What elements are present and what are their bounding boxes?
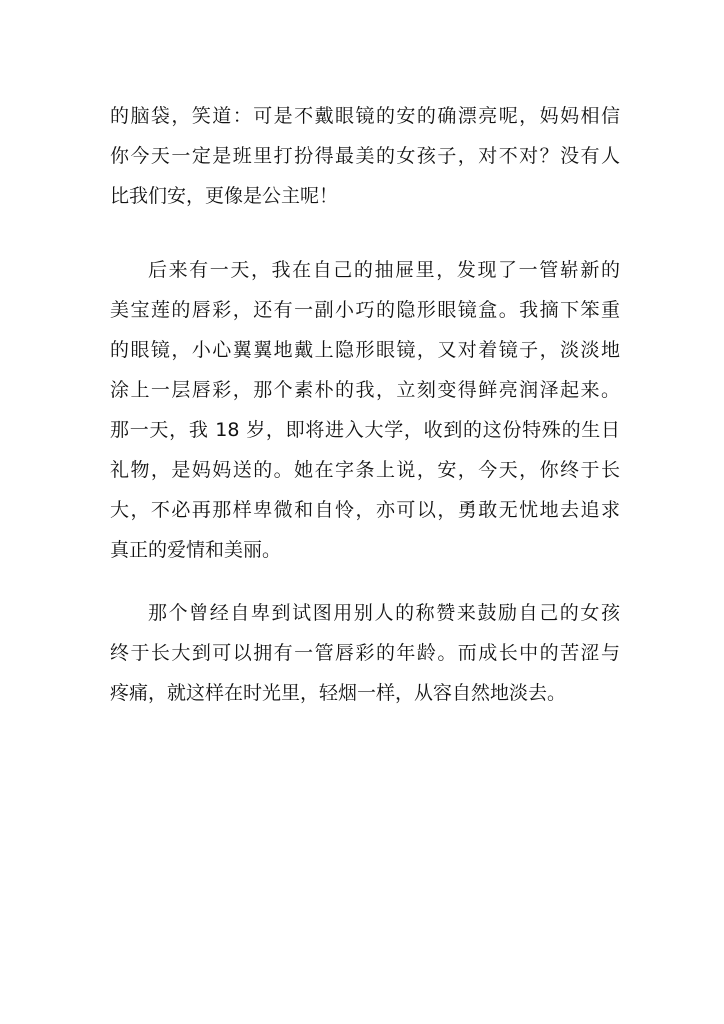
paragraph-2-line-4: 涂上一层唇彩，那个素朴的我，立刻变得鲜亮润泽起来。: [110, 379, 620, 401]
paragraph-2-line-8: 真正的爱情和美丽。: [110, 539, 282, 561]
paragraph-2-line-7: 大，不必再那样卑微和自怜，亦可以，勇敢无忧地去追求: [110, 499, 620, 521]
paragraph-1-line-3: 比我们安，更像是公主呢！: [110, 185, 339, 207]
paragraph-2-line-6: 礼物，是妈妈送的。她在字条上说，安，今天，你终于长: [110, 459, 620, 481]
paragraph-2-line-2: 美宝莲的唇彩，还有一副小巧的隐形眼镜盒。我摘下笨重: [110, 299, 620, 321]
paragraph-2-line-1: 后来有一天，我在自己的抽屉里，发现了一管崭新的: [148, 259, 620, 281]
paragraph-3-line-2: 终于长大到可以拥有一管唇彩的年龄。而成长中的苦涩与: [110, 642, 620, 664]
paragraph-3-line-3: 疼痛，就这样在时光里，轻烟一样，从容自然地淡去。: [110, 682, 567, 704]
paragraph-2: [110, 250, 620, 570]
paragraph-1-line-2: 你今天一定是班里打扮得最美的女孩子，对不对？没有人: [110, 145, 620, 167]
paragraph-1: [110, 96, 620, 216]
paragraph-2-line-5: 那一天，我 18 岁，即将进入大学，收到的这份特殊的生日: [110, 419, 620, 441]
paragraph-2-line-3: 的眼镜，小心翼翼地戴上隐形眼镜，又对着镜子，淡淡地: [110, 339, 620, 361]
paragraph-3: [110, 593, 620, 713]
paragraph-3-line-1: 那个曾经自卑到试图用别人的称赞来鼓励自己的女孩: [148, 602, 620, 624]
paragraph-1-line-1: 的脑袋，笑道：可是不戴眼镜的安的确漂亮呢，妈妈相信: [110, 105, 620, 127]
